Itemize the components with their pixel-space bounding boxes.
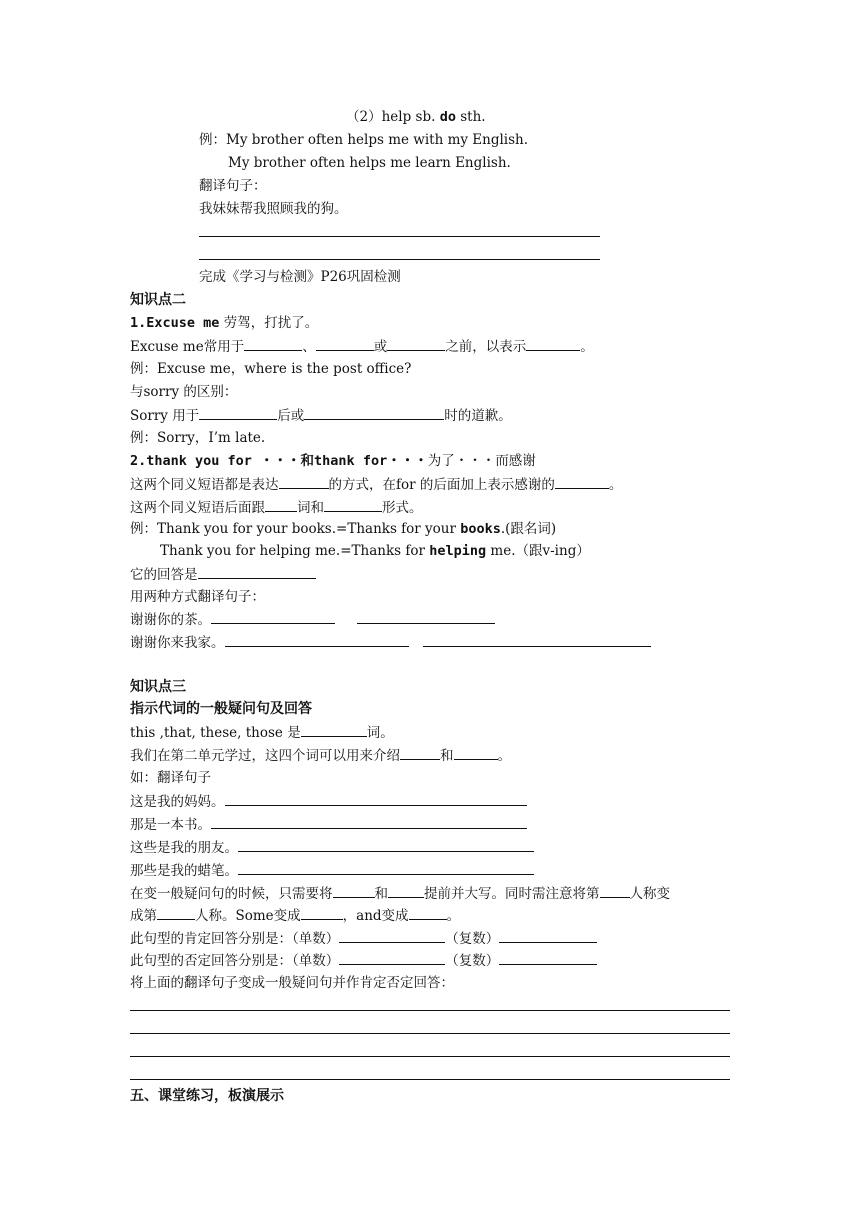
text: Excuse me常用于 xyxy=(130,339,245,355)
text: （复数） xyxy=(445,953,500,969)
fill-blank xyxy=(198,565,316,579)
text-line xyxy=(130,475,622,494)
instruction-line: 用两种方式翻译句子： xyxy=(130,589,265,605)
text-line xyxy=(130,498,423,517)
text: （复数） xyxy=(445,931,500,947)
answer-line xyxy=(199,236,600,237)
fill-blank xyxy=(454,746,498,760)
text: 这两个同义短语后面跟 xyxy=(130,500,265,516)
example-line xyxy=(130,520,556,538)
fill-blank xyxy=(279,475,329,489)
answer-line xyxy=(130,1079,730,1080)
fill-blank xyxy=(238,861,534,875)
text-line xyxy=(346,108,486,126)
text-line xyxy=(130,929,597,948)
text: （2）help sb. xyxy=(346,109,440,125)
bold-text: helping xyxy=(429,543,487,559)
example-line: 例：My brother often helps me with my English. xyxy=(199,132,529,148)
text: sth. xyxy=(455,109,486,125)
text-line xyxy=(130,565,316,584)
fill-blank xyxy=(304,406,444,420)
text: 词。 xyxy=(366,725,394,741)
text: 谢谢你来我家。 xyxy=(130,635,225,651)
text: 。 xyxy=(580,339,594,355)
example-line xyxy=(160,542,590,560)
text: 提前并大写。同时需注意将第 xyxy=(424,886,600,902)
fill-blank xyxy=(211,610,335,624)
text: 或 xyxy=(373,339,388,355)
instruction-line: 将上面的翻译句子变成一般疑问句并作肯定否定回答： xyxy=(130,975,454,991)
bold-text: thank for・・・ xyxy=(314,453,428,469)
fill-blank xyxy=(225,633,409,647)
text: 这些是我的朋友。 xyxy=(130,840,238,856)
fill-blank xyxy=(225,792,527,806)
answer-line xyxy=(130,1033,730,1034)
text: 时的道歉。 xyxy=(444,408,512,424)
text: 例：Thank you for your books.=Thanks for your xyxy=(130,521,461,537)
text: 这是我的妈妈。 xyxy=(130,794,225,810)
text: 此句型的否定回答分别是：（单数） xyxy=(130,953,340,969)
section-heading: 知识点三 xyxy=(130,679,186,695)
text: 。 xyxy=(497,748,511,764)
bold-text: do xyxy=(439,109,456,125)
text: this ,that, these, those 是 xyxy=(130,725,301,741)
fill-blank xyxy=(199,406,277,420)
text-line xyxy=(130,792,527,811)
section-heading: 五、课堂练习，板演展示 xyxy=(130,1088,284,1104)
section-subheading: 指示代词的一般疑问句及回答 xyxy=(130,701,312,717)
fill-blank xyxy=(499,951,597,965)
text: 和 xyxy=(440,748,454,764)
text: 、 xyxy=(302,339,316,355)
fill-blank xyxy=(316,337,374,351)
text: 劳驾，打扰了。 xyxy=(219,315,319,331)
instruction-line: 如：翻译句子 xyxy=(130,770,211,786)
fill-blank xyxy=(324,498,382,512)
text-line xyxy=(130,861,534,880)
text-line xyxy=(130,838,534,857)
fill-blank xyxy=(388,884,424,898)
answer-line xyxy=(199,259,600,260)
text: 那些是我的蜡笔。 xyxy=(130,863,238,879)
text: 在变一般疑问句的时候，只需要将 xyxy=(130,886,333,902)
fill-blank xyxy=(600,884,630,898)
fill-blank xyxy=(555,475,609,489)
text-line xyxy=(130,633,651,652)
fill-blank xyxy=(238,838,534,852)
fill-blank xyxy=(339,951,445,965)
text: 的方式，在for 的后面加上表示感谢的 xyxy=(328,477,555,493)
example-line: 例：Sorry，I’m late. xyxy=(130,430,266,446)
text-line xyxy=(130,951,597,970)
text-line xyxy=(130,906,460,925)
fill-blank xyxy=(357,610,495,624)
text: 那是一本书。 xyxy=(130,817,211,833)
text: 这两个同义短语都是表达 xyxy=(130,477,279,493)
bold-text: books xyxy=(460,521,501,537)
text-line xyxy=(130,337,594,356)
text: .(跟名词) xyxy=(500,521,557,537)
bold-text: 1.Excuse me xyxy=(130,315,220,331)
text: 人称变 xyxy=(629,886,670,902)
instruction-line: 完成《学习与检测》P26巩固检测 xyxy=(199,269,401,285)
fill-blank xyxy=(333,884,375,898)
text-line xyxy=(130,406,512,425)
text: 为了・・・而感谢 xyxy=(427,453,536,469)
text: 成第 xyxy=(130,908,157,924)
section-heading: 知识点二 xyxy=(130,292,186,308)
fill-blank xyxy=(244,337,302,351)
fill-blank xyxy=(157,906,195,920)
fill-blank xyxy=(400,746,440,760)
text: 我们在第二单元学过，这四个词可以用来介绍 xyxy=(130,748,400,764)
fill-blank xyxy=(409,906,447,920)
text: 此句型的肯定回答分别是：（单数） xyxy=(130,931,340,947)
instruction-line: 翻译句子： xyxy=(199,178,267,194)
bold-text: 2.thank you for ・・・和 xyxy=(130,453,315,469)
fill-blank xyxy=(211,815,527,829)
example-line: My brother often helps me learn English. xyxy=(228,155,511,171)
text: 和 xyxy=(374,886,388,902)
text: 人称。Some变成 xyxy=(195,908,301,924)
text-line xyxy=(130,314,318,332)
fill-blank xyxy=(526,337,580,351)
fill-blank xyxy=(499,929,597,943)
text: 。 xyxy=(608,477,623,493)
text: Sorry 用于 xyxy=(130,408,200,424)
text-line xyxy=(130,610,495,629)
text: ，and变成 xyxy=(342,908,409,924)
fill-blank xyxy=(301,723,367,737)
text: 形式。 xyxy=(382,500,423,516)
text-line xyxy=(130,723,394,742)
fill-blank xyxy=(387,337,445,351)
text: 后或 xyxy=(277,408,305,424)
text: me.（跟v-ing） xyxy=(486,543,590,559)
text: 词和 xyxy=(297,500,324,516)
fill-blank xyxy=(423,633,651,647)
answer-line xyxy=(130,1010,730,1011)
text: Thank you for helping me.=Thanks for xyxy=(160,543,430,559)
sentence-line: 我妹妹帮我照顾我的狗。 xyxy=(199,201,348,217)
text-line: 与sorry 的区别： xyxy=(130,384,238,400)
text-line xyxy=(130,815,527,834)
example-line: 例：Excuse me，where is the post office? xyxy=(130,361,412,377)
fill-blank xyxy=(301,906,343,920)
answer-line xyxy=(130,1056,730,1057)
fill-blank xyxy=(339,929,445,943)
text-line xyxy=(130,452,536,470)
text-line xyxy=(130,746,511,765)
text-line xyxy=(130,884,670,903)
text: 。 xyxy=(446,908,461,924)
text: 谢谢你的茶。 xyxy=(130,612,211,628)
text: 之前，以表示 xyxy=(445,339,527,355)
fill-blank xyxy=(265,498,297,512)
text: 它的回答是 xyxy=(130,567,198,583)
